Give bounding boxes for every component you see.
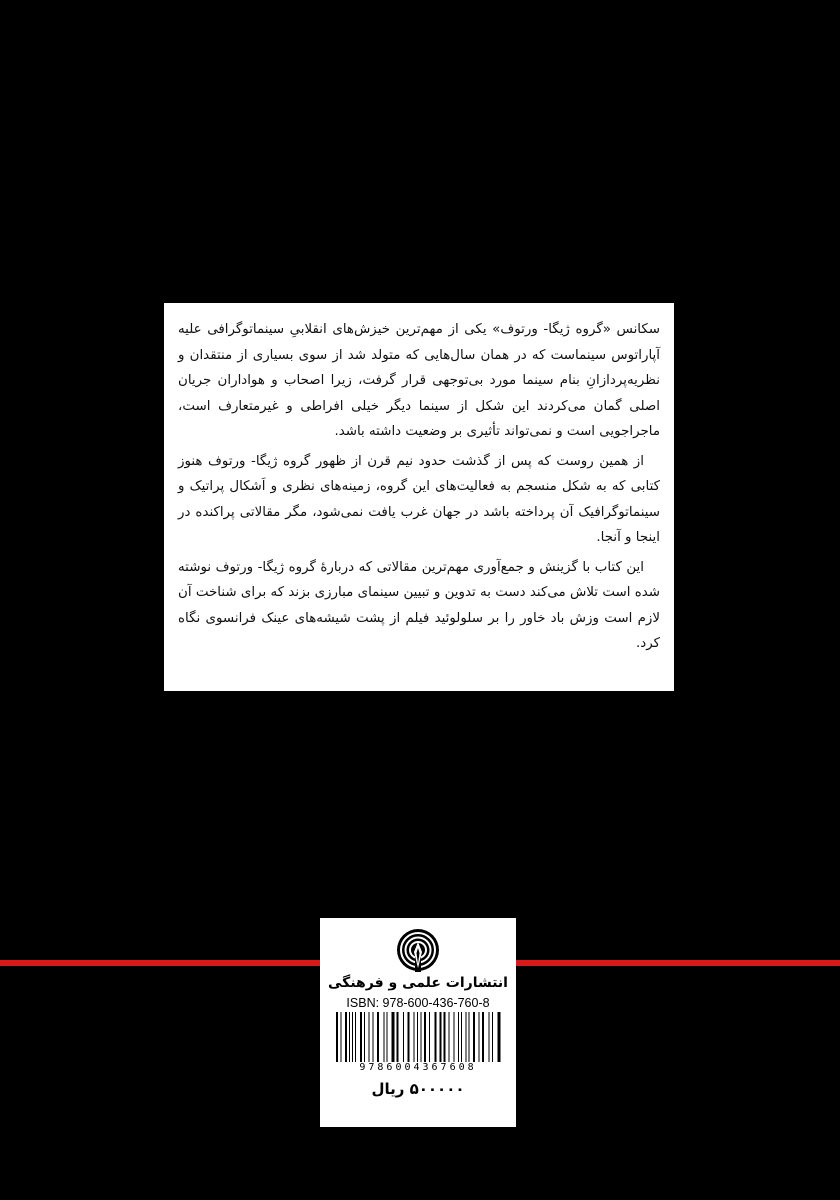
barcode bbox=[334, 1012, 502, 1062]
barcode-digits: 9786004367608 bbox=[359, 1062, 477, 1073]
isbn-text: ISBN: 978-600-436-760-8 bbox=[346, 996, 490, 1010]
publisher-name: انتشارات علمی و فرهنگی bbox=[328, 975, 508, 991]
isbn-label bbox=[320, 918, 516, 1127]
publisher-logo-icon bbox=[396, 928, 440, 972]
back-cover-blurb bbox=[164, 303, 674, 691]
blurb-paragraph-3: این کتاب با گزینش و جمع‌آوری مهم‌ترین مقالاتی که دربارهٔ گروه ژیگا- ورتوف نوشته شده است تلاش می‌کند دست به تدوین و تبیین سینمای مبارزی بزند که برای شناخت آن لازم است وزش باد خاور را بر سلولوئید فیلم از پشت شیشه‌های عینک فرانسوی نگاه کرد. bbox=[178, 559, 660, 651]
price: ۵۰۰۰۰۰ ریال bbox=[371, 1080, 465, 1098]
blurb-paragraph-2: از همین روست که پس از گذشت حدود نیم قرن از ظهور گروه ژیگا- ورتوف هنوز کتابی که به شکل منسجم به فعالیت‌های این گروه، زمینه‌های نظری و اَشکال پراتیک و سینماتوگرافیک آن پرداخته باشد در جهان غرب یافت نمی‌شود، مگر مقالاتی پراکنده در اینجا و آنجا. bbox=[178, 453, 660, 545]
blurb-paragraph-1: سکانس «گروه ژیگا- ورتوف» یکی از مهم‌ترین خیزش‌های انقلابیِ سینماتوگرافی علیه آپاراتوس سینماست که در همان سال‌هایی که متولد شد از سوی بسیاری از منتقدان و نظریه‌پردازانِ بنام سینما مورد بی‌توجهی قرار گرفت، زیرا اصحاب و هواداران جریان اصلی گمان می‌کردند این شکل از سینما دیگر خیلی افراطی و غیرمتعارف است، ماجراجویی است و نمی‌تواند تأثیری بر وضعیت داشته باشد. bbox=[178, 322, 660, 439]
